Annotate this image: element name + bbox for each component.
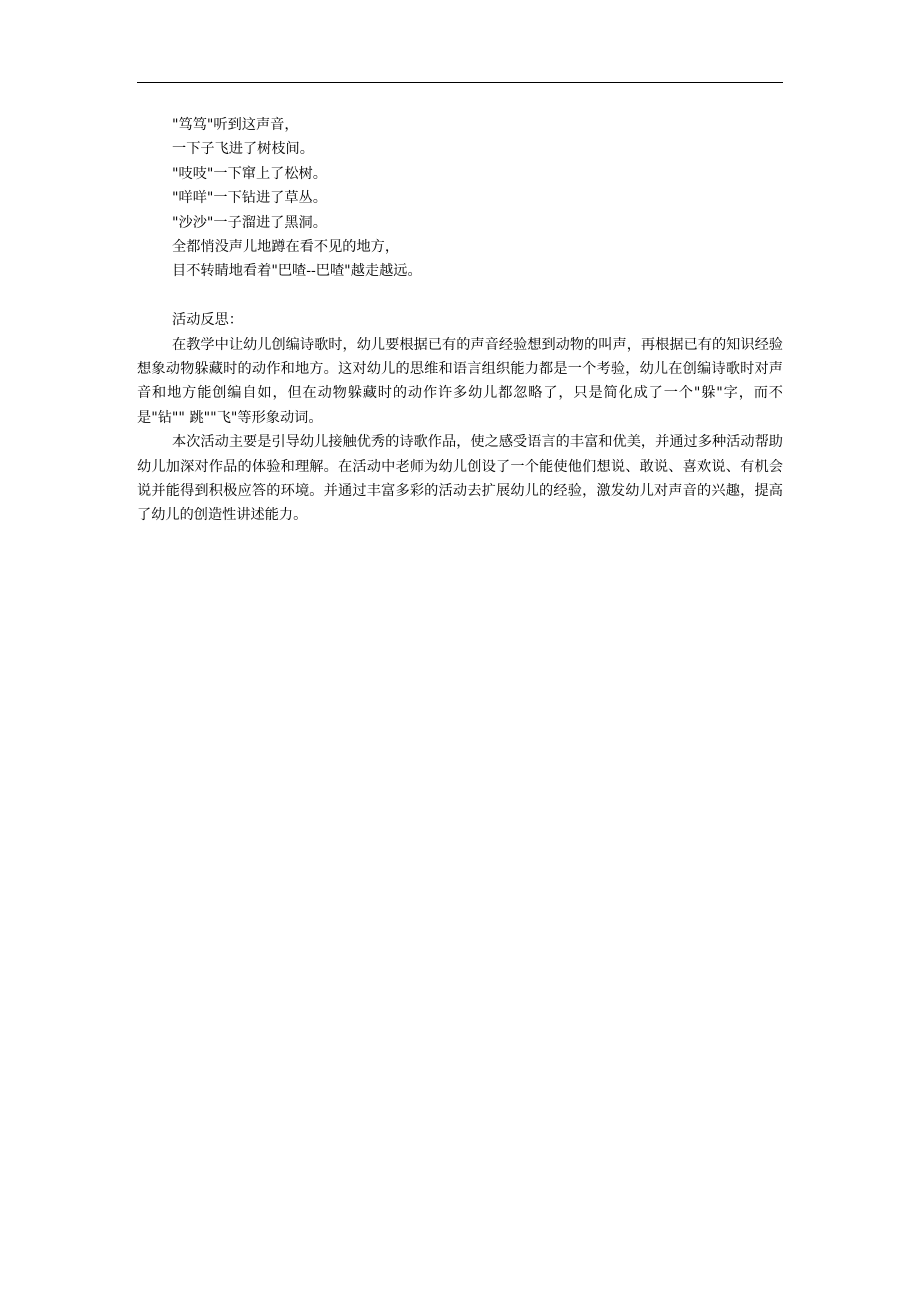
- poem-line: 一下子飞进了树枝间。: [172, 141, 314, 158]
- reflection-paragraph: 在教学中让幼儿创编诗歌时，幼儿要根据已有的声音经验想到动物的叫声，再根据已有的知识经验想象动物躲藏时的动作和地方。这对幼儿的思维和语言组织能力都是一个考验，幼儿在创编诗歌时对声音和地方能创编自如，但在动物躲藏时的动作许多幼儿都忽略了，只是简化成了一个"躲"字，而不是"钻"" 跳""飞"等形象动词。: [137, 336, 783, 426]
- poem-line: "沙沙"一子溜进了黑洞。: [172, 214, 327, 231]
- blank-line: [137, 284, 783, 308]
- header-rule: [137, 82, 783, 83]
- poem: [137, 113, 783, 284]
- poem-line: 目不转睛地看着"巴喳--巴喳"越走越远。: [172, 263, 422, 280]
- poem-line: 全都悄没声儿地蹲在看不见的地方，: [172, 239, 400, 256]
- reflection-heading: 活动反思：: [172, 312, 243, 329]
- document-body: [137, 113, 783, 528]
- poem-line: "咩咩"一下钻进了草丛。: [172, 190, 327, 207]
- poem-line: "吱吱"一下窜上了松树。: [172, 165, 327, 182]
- reflection-paragraph: 本次活动主要是引导幼儿接触优秀的诗歌作品，使之感受语言的丰富和优美，并通过多种活动帮助幼儿加深对作品的体验和理解。在活动中老师为幼儿创设了一个能使他们想说、敢说、喜欢说、有机会说并能得到积极应答的环境。并通过丰富多彩的活动去扩展幼儿的经验，激发幼儿对声音的兴趣，提高了幼儿的创造性讲述能力。: [137, 434, 783, 524]
- poem-line: "笃笃"听到这声音，: [172, 117, 299, 133]
